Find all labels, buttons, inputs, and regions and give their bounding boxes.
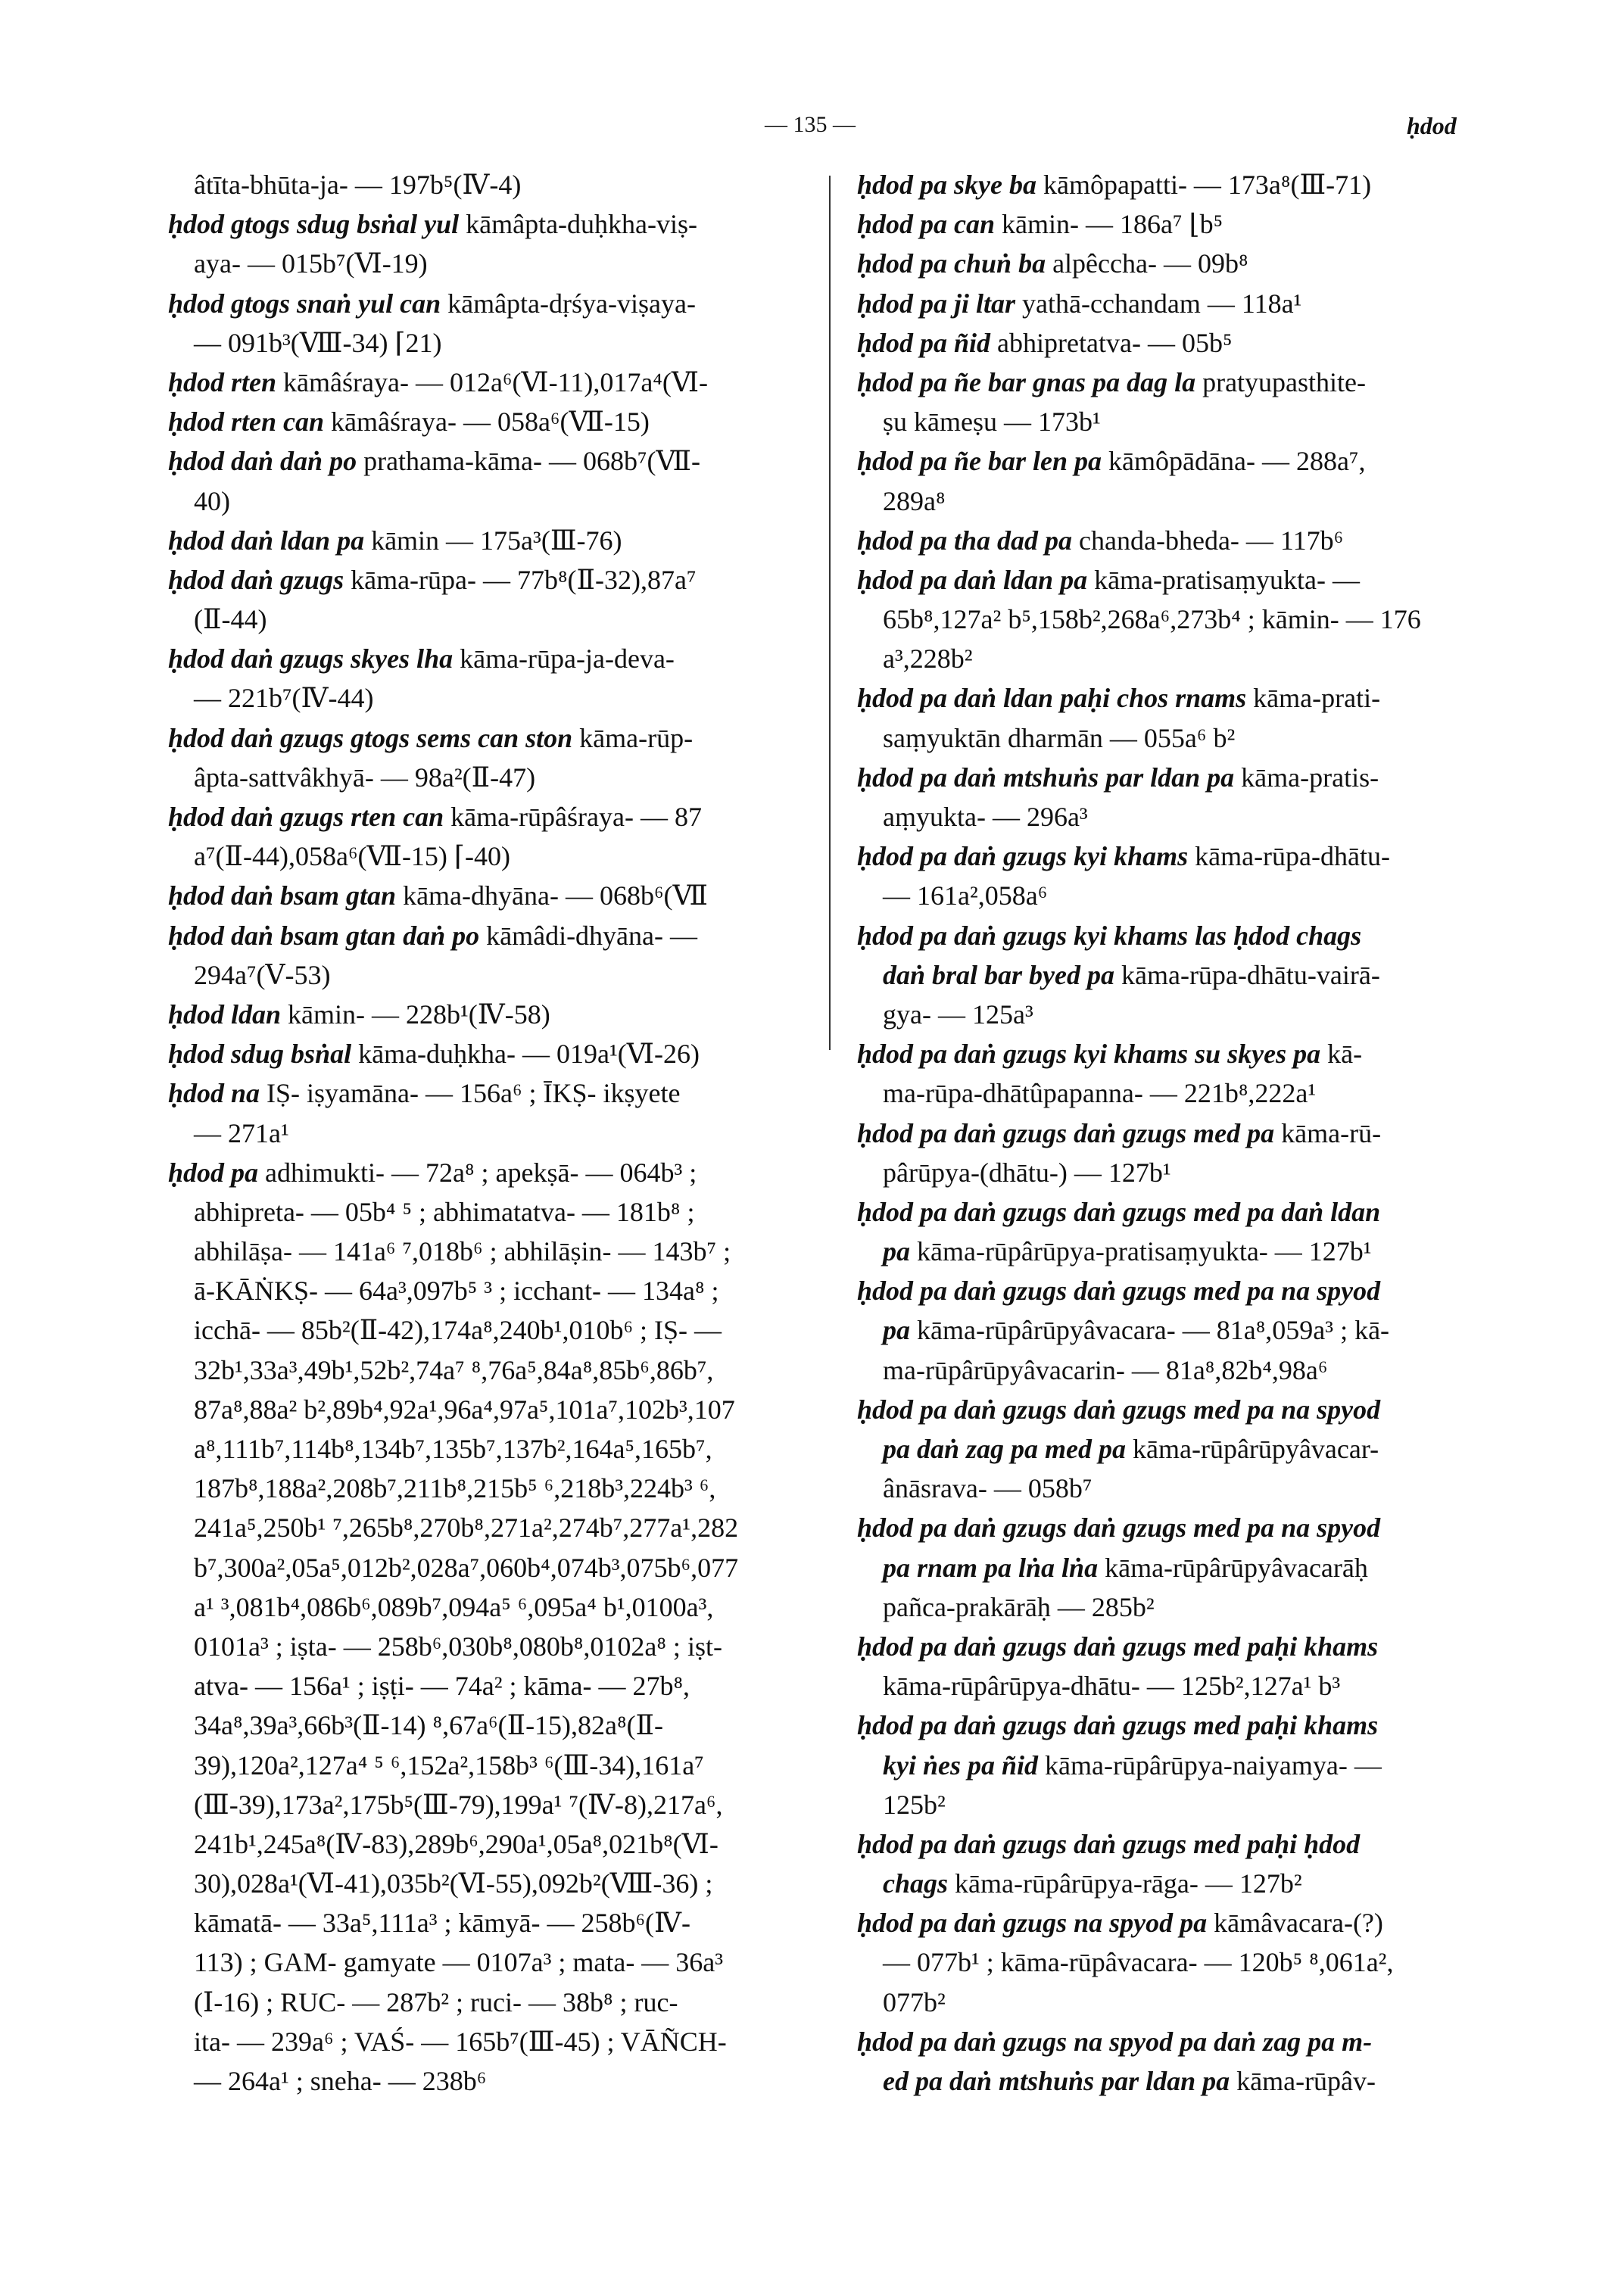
headword: ḥdod daṅ gzugs rten can xyxy=(168,802,444,832)
headword: ḥdod gtogs sdug bsṅal yul xyxy=(168,209,460,240)
headword: ḥdod pa xyxy=(168,1157,259,1188)
entry-text: — 271a¹ xyxy=(194,1117,289,1148)
headword: pa xyxy=(883,1315,910,1346)
entry-line xyxy=(857,521,1512,560)
entry-line xyxy=(168,1548,804,1587)
entry-line xyxy=(857,2061,1512,2101)
entry-text: 40) xyxy=(194,485,230,516)
headword: ḥdod pa ñid xyxy=(857,327,991,358)
entry-text: — 091b³(Ⅷ-34) ⌈21) xyxy=(194,327,442,358)
entry-line xyxy=(168,521,804,560)
headword: ḥdod pa daṅ gzugs na spyod pa xyxy=(857,1908,1208,1939)
entry-text: kāma-rūpârūpya-rāga- — 127b² xyxy=(948,1868,1302,1899)
column-divider xyxy=(829,176,831,1050)
entry-line xyxy=(857,1508,1512,1547)
entry-line xyxy=(857,1153,1512,1192)
entry-line xyxy=(168,1864,804,1903)
headword: ḥdod pa daṅ gzugs daṅ gzugs med paḥi khams xyxy=(857,1631,1379,1662)
entry-text: aṃyukta- — 296a³ xyxy=(883,802,1088,832)
entry-line xyxy=(168,1192,804,1232)
entry-text: — 077b¹ ; kāma-rūpâvacara- — 120b⁵ ⁸,061a², xyxy=(883,1947,1394,1978)
entry-line xyxy=(168,1824,804,1864)
entry-text: kāmôpapatti- — 173a⁸(Ⅲ-71) xyxy=(1036,170,1372,200)
entry-text: kāma-rūpa-dhātu-vairā- xyxy=(1114,959,1380,990)
headword: ḥdod pa ñe bar gnas pa dag la xyxy=(857,366,1196,397)
entry-text: kāma-rū- xyxy=(1274,1117,1382,1148)
headword: ḥdod rten xyxy=(168,366,277,397)
entry-line xyxy=(857,995,1512,1034)
headword: ḥdod pa daṅ gzugs kyi khams su skyes pa xyxy=(857,1039,1321,1070)
entry-text: 34a⁸,39a³,66b³(Ⅱ-14) ⁸,67a⁶(Ⅱ-15),82a⁸(Ⅱ- xyxy=(194,1710,664,1741)
entry-line xyxy=(857,1271,1512,1310)
entry-text: kāmâśraya- — 058a⁶(Ⅶ-15) xyxy=(324,407,650,438)
headword: ḥdod pa daṅ ldan paḥi chos rnams xyxy=(857,683,1247,714)
entry-text: 289a⁸ xyxy=(883,485,946,516)
headword: ḥdod pa ji ltar xyxy=(857,288,1016,319)
entry-text: a⁸,111b⁷,114b⁸,134b⁷,135b⁷,137b²,164a⁵,165b⁷, xyxy=(194,1434,712,1464)
entry-text: kāma-rūpârūpya-dhātu- — 125b²,127a¹ b³ xyxy=(883,1671,1341,1702)
headword: ḥdod daṅ bsam gtan xyxy=(168,880,397,911)
entry-text: kāmâpta-duḥkha-viṣ- xyxy=(459,209,698,240)
entry-line xyxy=(168,1983,804,2022)
entry-line xyxy=(168,2022,804,2061)
headword: ḥdod daṅ ldan pa xyxy=(168,525,365,556)
entry-text: ṣu kāmeṣu — 173b¹ xyxy=(883,407,1101,438)
entry-line xyxy=(857,1587,1512,1627)
entry-line xyxy=(168,1746,804,1785)
right-column xyxy=(857,165,1512,2101)
entry-text: kāma-rūpâv- xyxy=(1230,2066,1376,2096)
entry-line xyxy=(857,1073,1512,1113)
entry-text: a³,228b² xyxy=(883,643,973,675)
headword: ḥdod pa ñe bar len pa xyxy=(857,446,1102,477)
entry-line xyxy=(857,1785,1512,1824)
entry-line xyxy=(857,560,1512,600)
entry-line xyxy=(168,1903,804,1943)
entry-text: chanda-bheda- — 117b⁶ xyxy=(1072,525,1344,556)
entry-line xyxy=(857,837,1512,876)
entry-line xyxy=(168,1390,804,1429)
entry-line xyxy=(168,1153,804,1192)
headword: ḥdod pa daṅ gzugs daṅ gzugs med pa daṅ ldan xyxy=(857,1196,1381,1227)
entry-line xyxy=(857,165,1512,204)
entry-line xyxy=(857,1469,1512,1508)
headword: ḥdod ldan xyxy=(168,999,282,1030)
entry-text: kāma-rūpârūpya-pratisaṃyukta- — 127b¹ xyxy=(910,1236,1372,1267)
entry-line xyxy=(168,1508,804,1547)
entry-text: pañca-prakārāḥ — 285b² xyxy=(883,1591,1155,1622)
entry-line xyxy=(857,1390,1512,1429)
entry-text: pratyupasthite- xyxy=(1195,366,1367,397)
entry-line xyxy=(857,1548,1512,1587)
entry-line xyxy=(857,1706,1512,1745)
entry-text: 187b⁸,188a²,208b⁷,211b⁸,215b⁵ ⁶,218b³,224b³ ⁶, xyxy=(194,1473,716,1504)
entry-text: — 161a²,058a⁶ xyxy=(883,880,1048,911)
entry-text: kāma-pratisaṃyukta- — xyxy=(1087,564,1360,595)
entry-line xyxy=(857,1351,1512,1390)
entry-line xyxy=(168,2061,804,2101)
entry-line xyxy=(168,955,804,995)
headword: ḥdod daṅ bsam gtan daṅ po xyxy=(168,920,480,951)
entry-line xyxy=(857,718,1512,758)
entry-line xyxy=(168,1469,804,1508)
entry-line xyxy=(168,284,804,323)
headword: pa xyxy=(883,1236,910,1267)
headword: ḥdod pa skye ba xyxy=(857,170,1036,200)
entry-text: 294a⁷(Ⅴ-53) xyxy=(194,959,331,990)
entry-line xyxy=(168,1232,804,1271)
entry-text: saṃyuktān dharmān — 055a⁶ b² xyxy=(883,722,1236,753)
entry-text: ma-rūpa-dhātûpapanna- — 221b⁸,222a¹ xyxy=(883,1078,1317,1109)
left-column xyxy=(168,165,804,2101)
entry-text: abhipretatva- — 05b⁵ xyxy=(990,327,1233,358)
headword: ḥdod pa daṅ ldan pa xyxy=(857,564,1088,595)
entry-text: kāma-rūpârūpya-naiyamya- — xyxy=(1038,1749,1382,1781)
entry-text: a¹ ³,081b⁴,086b⁶,089b⁷,094a⁵ ⁶,095a⁴ b¹,0100a³, xyxy=(194,1591,714,1622)
entry-line xyxy=(168,244,804,283)
entry-text: ma-rūpârūpyâvacarin- — 81a⁸,82b⁴,98a⁶ xyxy=(883,1354,1328,1385)
headword: daṅ bral bar byed pa xyxy=(883,959,1114,990)
headword: ḥdod pa daṅ gzugs kyi khams xyxy=(857,841,1189,872)
entry-line xyxy=(857,1232,1512,1271)
entry-line xyxy=(168,323,804,363)
headword: ḥdod na xyxy=(168,1078,260,1109)
entry-text: âpta-sattvâkhyā- — 98a²(Ⅱ-47) xyxy=(194,762,536,793)
entry-line xyxy=(168,837,804,876)
entry-text: (Ⅲ-39),173a²,175b⁵(Ⅲ-79),199a¹ ⁷(Ⅳ-8),217a⁶, xyxy=(194,1789,723,1820)
entry-line xyxy=(168,1310,804,1350)
entry-text: kāma-rūp- xyxy=(572,722,694,753)
entry-line xyxy=(168,441,804,481)
entry-line xyxy=(168,165,804,204)
entry-line xyxy=(857,1824,1512,1864)
entry-line xyxy=(168,1034,804,1073)
entry-text: prathama-kāma- — 068b⁷(Ⅶ- xyxy=(357,446,700,477)
headword: ḥdod pa daṅ gzugs daṅ gzugs med paḥi ḥdod xyxy=(857,1828,1361,1859)
entry-line xyxy=(168,718,804,758)
entry-text: (Ⅰ-16) ; RUC- — 287b² ; ruci- — 38b⁸ ; ruc- xyxy=(194,1986,678,2017)
headword: ḥdod pa chuṅ ba xyxy=(857,248,1046,279)
entry-text: 30),028a¹(Ⅵ-41),035b²(Ⅵ-55),092b²(Ⅷ-36) ; xyxy=(194,1868,713,1899)
entry-text: b⁷,300a²,05a⁵,012b²,028a⁷,060b⁴,074b³,075b⁶,077 xyxy=(194,1552,739,1583)
entry-text: 077b² xyxy=(883,1986,946,2017)
entry-line xyxy=(168,797,804,837)
entry-line xyxy=(168,758,804,797)
headword: ḥdod daṅ daṅ po xyxy=(168,446,357,477)
entry-text: kāmâvacara-(?) xyxy=(1207,1908,1383,1939)
entry-line xyxy=(857,1114,1512,1153)
entry-text: 32b¹,33a³,49b¹,52b²,74a⁷ ⁸,76a⁵,84a⁸,85b⁶,86b⁷, xyxy=(194,1354,714,1385)
entry-text: abhilāṣa- — 141a⁶ ⁷,018b⁶ ; abhilāṣin- — 143b⁷ ; xyxy=(194,1236,731,1267)
entry-line xyxy=(168,600,804,639)
headword: ḥdod pa daṅ gzugs daṅ gzugs med pa xyxy=(857,1117,1275,1148)
entry-line xyxy=(857,1310,1512,1350)
headword: ḥdod sdug bsṅal xyxy=(168,1039,352,1070)
entry-line xyxy=(168,678,804,718)
entry-text: kāmin — 175a³(Ⅲ-76) xyxy=(364,525,622,556)
entry-line xyxy=(168,1785,804,1824)
entry-text: kāma-duḥkha- — 019a¹(Ⅵ-26) xyxy=(351,1039,700,1070)
entry-line xyxy=(857,916,1512,955)
entry-text: kāma-rūpârūpyâvacara- — 81a⁸,059a³ ; kā- xyxy=(910,1315,1390,1346)
headword: ḥdod pa daṅ gzugs kyi khams las ḥdod chags xyxy=(857,920,1362,951)
entry-line xyxy=(857,441,1512,481)
entry-line xyxy=(857,876,1512,915)
headword: ḥdod pa tha dad pa xyxy=(857,525,1073,556)
entry-text: kāma-pratis- xyxy=(1234,762,1379,793)
entry-line xyxy=(857,678,1512,718)
headword: ḥdod rten can xyxy=(168,407,325,438)
entry-text: kāma-rūpa-ja-deva- xyxy=(453,643,675,675)
entry-line xyxy=(168,402,804,441)
entry-line xyxy=(168,1943,804,1982)
entry-text: 113) ; GAM- gamyate — 0107a³ ; mata- — 36a³ xyxy=(194,1947,724,1978)
entry-line xyxy=(857,481,1512,521)
entry-line xyxy=(168,363,804,402)
entry-line xyxy=(857,639,1512,678)
entry-text: yathā-cchandam — 118a¹ xyxy=(1015,288,1302,319)
entry-line xyxy=(857,1903,1512,1943)
headword: ḥdod pa daṅ gzugs daṅ gzugs med paḥi khams xyxy=(857,1710,1379,1741)
entry-text: 0101a³ ; iṣta- — 258b⁶,030b⁸,080b⁸,0102a⁸ ; iṣt- xyxy=(194,1631,722,1662)
entry-text: a⁷(Ⅱ-44),058a⁶(Ⅶ-15) ⌈-40) xyxy=(194,841,510,872)
entry-line xyxy=(857,244,1512,283)
entry-line xyxy=(857,758,1512,797)
headword: ḥdod daṅ gzugs skyes lha xyxy=(168,643,454,675)
entry-text: alpêccha- — 09b⁸ xyxy=(1046,248,1248,279)
entry-line xyxy=(857,1627,1512,1666)
headword: ḥdod daṅ gzugs xyxy=(168,564,344,595)
entry-line xyxy=(857,1429,1512,1469)
entry-line xyxy=(168,1351,804,1390)
entry-line xyxy=(168,1429,804,1469)
headword: ḥdod gtogs snaṅ yul can xyxy=(168,288,441,319)
entry-line xyxy=(857,323,1512,363)
headword: ed pa daṅ mtshuṅs par ldan pa xyxy=(883,2066,1230,2096)
entry-text: kā- xyxy=(1320,1039,1363,1070)
entry-text: pârūpya-(dhātu-) — 127b¹ xyxy=(883,1157,1171,1188)
entry-text: kāmin- — 228b¹(Ⅳ-58) xyxy=(281,999,550,1030)
entry-line xyxy=(857,2022,1512,2061)
entry-line xyxy=(168,1587,804,1627)
headword: chags xyxy=(883,1868,949,1899)
entry-line xyxy=(857,284,1512,323)
headword: ḥdod pa daṅ gzugs daṅ gzugs med pa na spyod xyxy=(857,1276,1381,1307)
page-number: — 135 — xyxy=(765,112,856,137)
headword: ḥdod pa can xyxy=(857,209,996,240)
entry-line xyxy=(168,1627,804,1666)
entry-text: gya- — 125a³ xyxy=(883,999,1033,1030)
entry-line xyxy=(168,204,804,244)
entry-line xyxy=(857,797,1512,837)
entry-text: adhimukti- — 72a⁸ ; apekṣā- — 064b³ ; xyxy=(258,1157,697,1188)
entry-text: kāma-rūpâśraya- — 87 xyxy=(444,802,702,832)
entry-line xyxy=(857,955,1512,995)
headword: kyi ṅes pa ñid xyxy=(883,1749,1039,1781)
entry-line xyxy=(168,916,804,955)
entry-text: ā-KĀṄKṢ- — 64a³,097b⁵ ³ ; icchant- — 134a⁸ ; xyxy=(194,1276,719,1307)
entry-text: kāmâpta-dṛśya-viṣaya- xyxy=(441,288,696,319)
entry-text: 65b⁸,127a² b⁵,158b²,268a⁶,273b⁴ ; kāmin- — 176 xyxy=(883,604,1421,635)
entry-line xyxy=(168,1271,804,1310)
headword: ḥdod daṅ gzugs gtogs sems can ston xyxy=(168,722,573,753)
entry-line xyxy=(857,1864,1512,1903)
entry-text: kāmâdi-dhyāna- — xyxy=(479,920,698,951)
headword: ḥdod pa daṅ gzugs daṅ gzugs med pa na spyod xyxy=(857,1394,1381,1425)
entry-text: ita- — 239a⁶ ; VAŚ- — 165b⁷(Ⅲ-45) ; VĀÑCH- xyxy=(194,2026,727,2057)
entry-text: — 221b⁷(Ⅳ-44) xyxy=(194,683,374,714)
entry-line xyxy=(857,1192,1512,1232)
entry-text: 39),120a²,127a⁴ ⁵ ⁶,152a²,158b³ ⁶(Ⅲ-34),161a⁷ xyxy=(194,1749,704,1781)
entry-text: 241b¹,245a⁸(Ⅳ-83),289b⁶,290a¹,05a⁸,021b⁸(Ⅵ- xyxy=(194,1828,718,1859)
headword: ḥdod pa daṅ gzugs daṅ gzugs med pa na spyod xyxy=(857,1513,1381,1544)
entry-text: kāma-rūpa- — 77b⁸(Ⅱ-32),87a⁷ xyxy=(344,564,697,595)
entry-line xyxy=(168,481,804,521)
entry-line xyxy=(168,1706,804,1745)
entry-line xyxy=(168,1073,804,1113)
entry-text: (Ⅱ-44) xyxy=(194,604,267,635)
entry-line xyxy=(857,1034,1512,1073)
entry-text: 241a⁵,250b¹ ⁷,265b⁸,270b⁸,271a²,274b⁷,277a¹,282 xyxy=(194,1513,739,1544)
entry-text: ânāsrava- — 058b⁷ xyxy=(883,1473,1093,1504)
entry-text: aya- — 015b⁷(Ⅵ-19) xyxy=(194,248,428,279)
entry-line xyxy=(857,363,1512,402)
entry-line xyxy=(857,1746,1512,1785)
entry-text: kāma-rūpârūpyâvacarāḥ xyxy=(1098,1552,1368,1583)
headword: ḥdod pa daṅ gzugs na spyod pa daṅ zag pa m- xyxy=(857,2026,1373,2057)
headword: pa daṅ zag pa med pa xyxy=(883,1434,1127,1464)
entry-line xyxy=(857,204,1512,244)
entry-line xyxy=(168,995,804,1034)
entry-line xyxy=(168,1114,804,1153)
entry-text: abhipreta- — 05b⁴ ⁵ ; abhimatatva- — 181b⁸ ; xyxy=(194,1196,695,1227)
entry-text: kāma-prati- xyxy=(1246,683,1381,714)
entry-text: atva- — 156a¹ ; iṣṭi- — 74a² ; kāma- — 27b⁸, xyxy=(194,1671,690,1702)
entry-text: kāma-rūpa-dhātu- xyxy=(1188,841,1390,872)
entry-line xyxy=(857,402,1512,441)
entry-line xyxy=(857,1983,1512,2022)
entry-text: IṢ- iṣyamāna- — 156a⁶ ; ĪKṢ- ikṣyete xyxy=(260,1078,681,1109)
entry-line xyxy=(168,876,804,915)
entry-text: kāmin- — 186a⁷ ⌊b⁵ xyxy=(995,209,1223,240)
entry-line xyxy=(168,1666,804,1706)
entry-line xyxy=(168,639,804,678)
entry-text: 87a⁸,88a² b²,89b⁴,92a¹,96a⁴,97a⁵,101a⁷,102b³,107 xyxy=(194,1394,735,1425)
headword: ḥdod pa daṅ mtshuṅs par ldan pa xyxy=(857,762,1235,793)
entry-text: icchā- — 85b²(Ⅱ-42),174a⁸,240b¹,010b⁶ ; IṢ- — xyxy=(194,1315,722,1346)
entry-text: — 264a¹ ; sneha- — 238b⁶ xyxy=(194,2066,487,2096)
entry-text: kāmatā- — 33a⁵,111a³ ; kāmyā- — 258b⁶(Ⅳ- xyxy=(194,1908,690,1939)
entry-line xyxy=(168,560,804,600)
headword: pa rnam pa lṅa lṅa xyxy=(883,1552,1099,1583)
entry-text: 125b² xyxy=(883,1789,946,1820)
entry-text: kāma-rūpârūpyâvacar- xyxy=(1126,1434,1379,1464)
entry-line xyxy=(857,1666,1512,1706)
entry-text: âtīta-bhūta-ja- — 197b⁵(Ⅳ-4) xyxy=(194,170,522,200)
entry-line xyxy=(857,1943,1512,1982)
entry-text: kāma-dhyāna- — 068b⁶(Ⅶ xyxy=(396,880,708,911)
entry-line xyxy=(857,600,1512,639)
entry-text: kāmôpādāna- — 288a⁷, xyxy=(1102,446,1366,477)
entry-text: kāmâśraya- — 012a⁶(Ⅵ-11),017a⁴(Ⅵ- xyxy=(276,366,709,397)
running-head: ḥdod xyxy=(1407,112,1457,139)
